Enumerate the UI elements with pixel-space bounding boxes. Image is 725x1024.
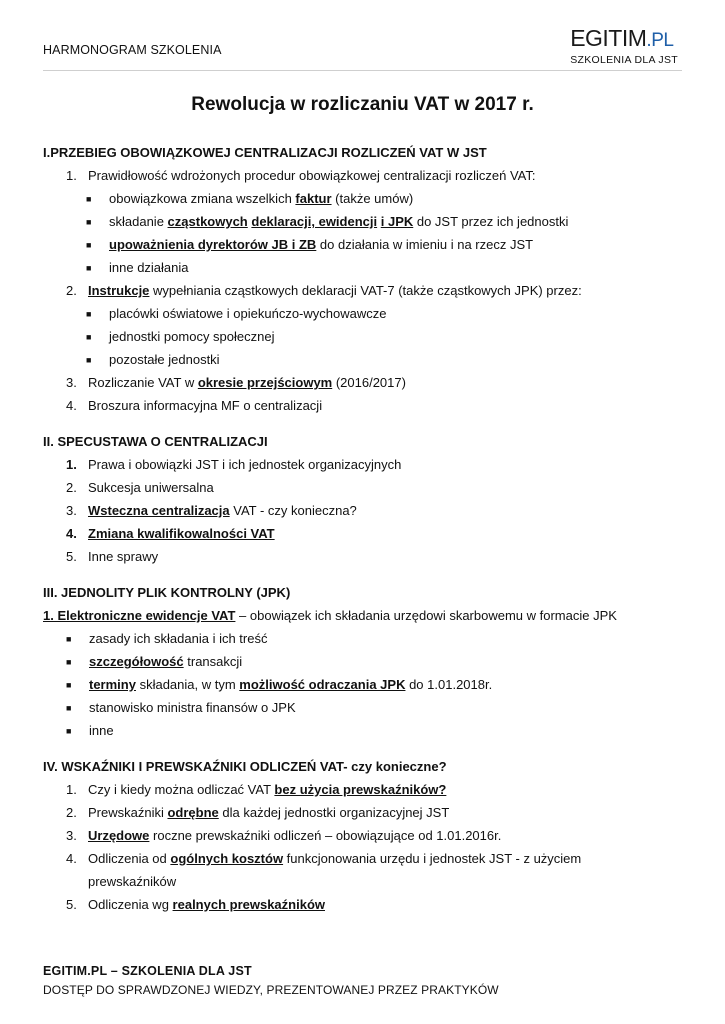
emphasis: bez użycia prewskaźników? xyxy=(274,782,447,797)
section-1-bullet-5 xyxy=(43,305,695,328)
section-1-item-3 xyxy=(43,374,695,397)
section-4-item-4 xyxy=(43,850,695,873)
bullet-square-icon: ■ xyxy=(86,263,92,273)
text: obowiązkowa zmiana wszelkich xyxy=(109,191,296,206)
item-number: 3. xyxy=(66,828,77,843)
emphasis: Urzędowe xyxy=(88,828,150,843)
text: (także umów) xyxy=(331,191,414,206)
text: wypełniania cząstkowych deklaracji VAT-7 (także cząstkowych JPK) przez: xyxy=(149,283,582,298)
item-number: 4. xyxy=(66,398,77,413)
logo-wordmark xyxy=(570,26,678,53)
emphasis: upoważnienia dyrektorów JB i ZB xyxy=(109,237,317,252)
item-number: 2. xyxy=(66,480,77,495)
emphasis: Zmiana kwalifikowalności VAT xyxy=(88,526,275,541)
text: VAT - czy konieczna? xyxy=(229,503,357,518)
text: roczne prewskaźniki odliczeń – obowiązujące od 1.01.2016r. xyxy=(149,828,502,843)
emphasis: odrębne xyxy=(167,805,219,820)
emphasis: ogólnych kosztów xyxy=(170,851,284,866)
bullet-square-icon: ■ xyxy=(86,217,92,227)
text: zasady ich składania i ich treść xyxy=(89,631,268,646)
section-2-item-4 xyxy=(43,525,695,548)
text: transakcji xyxy=(183,654,243,669)
item-text: Prawidłowość wdrożonych procedur obowiązkowej centralizacji rozliczeń VAT: xyxy=(88,168,536,183)
bullet-square-icon: ■ xyxy=(86,332,92,342)
section-4-item-2 xyxy=(43,804,695,827)
section-1-item-4 xyxy=(43,397,695,420)
item-number: 4. xyxy=(66,851,77,866)
logo-main-text: EGITIM xyxy=(570,25,647,51)
section-1-item-1 xyxy=(43,167,695,190)
section-2-item-3 xyxy=(43,502,695,525)
emphasis: terminy xyxy=(89,677,136,692)
document-body xyxy=(43,144,695,919)
bullet-square-icon: ■ xyxy=(66,634,72,644)
item-number: 5. xyxy=(66,897,77,912)
item-number: 1. xyxy=(66,782,77,797)
section-3-lead xyxy=(43,607,695,630)
section-3-heading: III. JEDNOLITY PLIK KONTROLNY (JPK) xyxy=(43,585,291,600)
section-1-bullet-3 xyxy=(43,236,695,259)
item-text: Prawa i obowiązki JST i ich jednostek organizacyjnych xyxy=(88,457,402,472)
item-text: Sukcesja uniwersalna xyxy=(88,480,214,495)
bullet-square-icon: ■ xyxy=(66,726,72,736)
text: placówki oświatowe i opiekuńczo-wychowawcze xyxy=(109,306,387,321)
section-1-bullet-1 xyxy=(43,190,695,213)
item-number: 1. xyxy=(66,168,77,183)
emphasis: cząstkowych xyxy=(167,214,248,229)
section-2-heading: II. SPECUSTAWA O CENTRALIZACJI xyxy=(43,434,268,449)
item-number: 3. xyxy=(66,375,77,390)
emphasis: realnych prewskaźników xyxy=(172,897,325,912)
section-2-item-1 xyxy=(43,456,695,479)
bullet-square-icon: ■ xyxy=(66,680,72,690)
section-3-bullet-3 xyxy=(43,676,695,699)
text: Odliczenia wg xyxy=(88,897,173,912)
section-1-bullet-4 xyxy=(43,259,695,282)
section-4-item-4-continued xyxy=(43,873,695,896)
text: Prewskaźniki xyxy=(88,805,168,820)
bullet-square-icon: ■ xyxy=(86,309,92,319)
item-number: 2. xyxy=(66,805,77,820)
bullet-square-icon: ■ xyxy=(86,240,92,250)
text: do JST przez ich jednostki xyxy=(413,214,569,229)
item-number: 1. xyxy=(66,457,77,472)
item-text: Inne sprawy xyxy=(88,549,159,564)
section-1-bullet-6 xyxy=(43,328,695,351)
section-2-item-2 xyxy=(43,479,695,502)
emphasis: szczegółowość xyxy=(89,654,184,669)
section-1-heading: I.PRZEBIEG OBOWIĄZKOWEJ CENTRALIZACJI ROZLICZEŃ VAT W JST xyxy=(43,145,487,160)
item-text: Broszura informacyjna MF o centralizacji xyxy=(88,398,323,413)
section-3-bullet-5 xyxy=(43,722,695,745)
section-3-bullet-1 xyxy=(43,630,695,653)
egitim-logo xyxy=(570,26,678,66)
section-4-item-5 xyxy=(43,896,695,919)
header-title: HARMONOGRAM SZKOLENIA xyxy=(43,43,222,57)
text: Rozliczanie VAT w xyxy=(88,375,198,390)
emphasis: deklaracji, ewidencji xyxy=(251,214,378,229)
text: składania, w tym xyxy=(135,677,240,692)
text: pozostałe jednostki xyxy=(109,352,220,367)
footer-tagline: DOSTĘP DO SPRAWDZONEJ WIEDZY, PREZENTOWANEJ PRZEZ PRAKTYKÓW xyxy=(43,983,499,997)
text: funkcjonowania urzędu i jednostek JST - z użyciem xyxy=(283,851,582,866)
text: Odliczenia od xyxy=(88,851,171,866)
section-1-bullet-7 xyxy=(43,351,695,374)
page-header xyxy=(43,26,682,71)
section-3-bullet-4 xyxy=(43,699,695,722)
bullet-square-icon: ■ xyxy=(86,355,92,365)
section-4-item-3 xyxy=(43,827,695,850)
bullet-square-icon: ■ xyxy=(66,657,72,667)
emphasis: i JPK xyxy=(380,214,414,229)
emphasis: faktur xyxy=(295,191,332,206)
text: inne xyxy=(89,723,114,738)
item-number: 2. xyxy=(66,283,77,298)
section-2-item-5 xyxy=(43,548,695,571)
emphasis: Wsteczna centralizacja xyxy=(88,503,230,518)
emphasis: Instrukcje xyxy=(88,283,150,298)
text: jednostki pomocy społecznej xyxy=(109,329,275,344)
text: do 1.01.2018r. xyxy=(405,677,493,692)
item-text-continued: prewskaźników xyxy=(88,874,177,889)
text: stanowisko ministra finansów o JPK xyxy=(89,700,296,715)
page-footer xyxy=(43,964,499,997)
emphasis: 1. Elektroniczne ewidencje VAT xyxy=(43,608,236,623)
item-number: 3. xyxy=(66,503,77,518)
text: – obowiązek ich składania urzędowi skarbowemu w formacie JPK xyxy=(235,608,617,623)
item-number: 4. xyxy=(66,526,77,541)
item-number: 5. xyxy=(66,549,77,564)
text: dla każdej jednostki organizacyjnej JST xyxy=(218,805,450,820)
logo-subtitle: SZKOLENIA DLA JST xyxy=(570,54,678,66)
emphasis: okresie przejściowym xyxy=(197,375,333,390)
section-1-item-2 xyxy=(43,282,695,305)
footer-company: EGITIM.PL – SZKOLENIA DLA JST xyxy=(43,964,252,978)
text: składanie xyxy=(109,214,168,229)
document-title: Rewolucja w rozliczaniu VAT w 2017 r. xyxy=(191,94,534,115)
emphasis: możliwość odraczania JPK xyxy=(239,677,406,692)
text: (2016/2017) xyxy=(332,375,406,390)
section-4-item-1 xyxy=(43,781,695,804)
section-4-heading: IV. WSKAŹNIKI I PREWSKAŹNIKI ODLICZEŃ VAT- czy konieczne? xyxy=(43,759,447,774)
text: do działania w imieniu i na rzecz JST xyxy=(316,237,534,252)
bullet-square-icon: ■ xyxy=(66,703,72,713)
bullet-square-icon: ■ xyxy=(86,194,92,204)
text: Czy i kiedy można odliczać VAT xyxy=(88,782,275,797)
text: inne działania xyxy=(109,260,189,275)
logo-dot-pl: .PL xyxy=(646,30,674,51)
section-3-bullet-2 xyxy=(43,653,695,676)
section-1-bullet-2 xyxy=(43,213,695,236)
